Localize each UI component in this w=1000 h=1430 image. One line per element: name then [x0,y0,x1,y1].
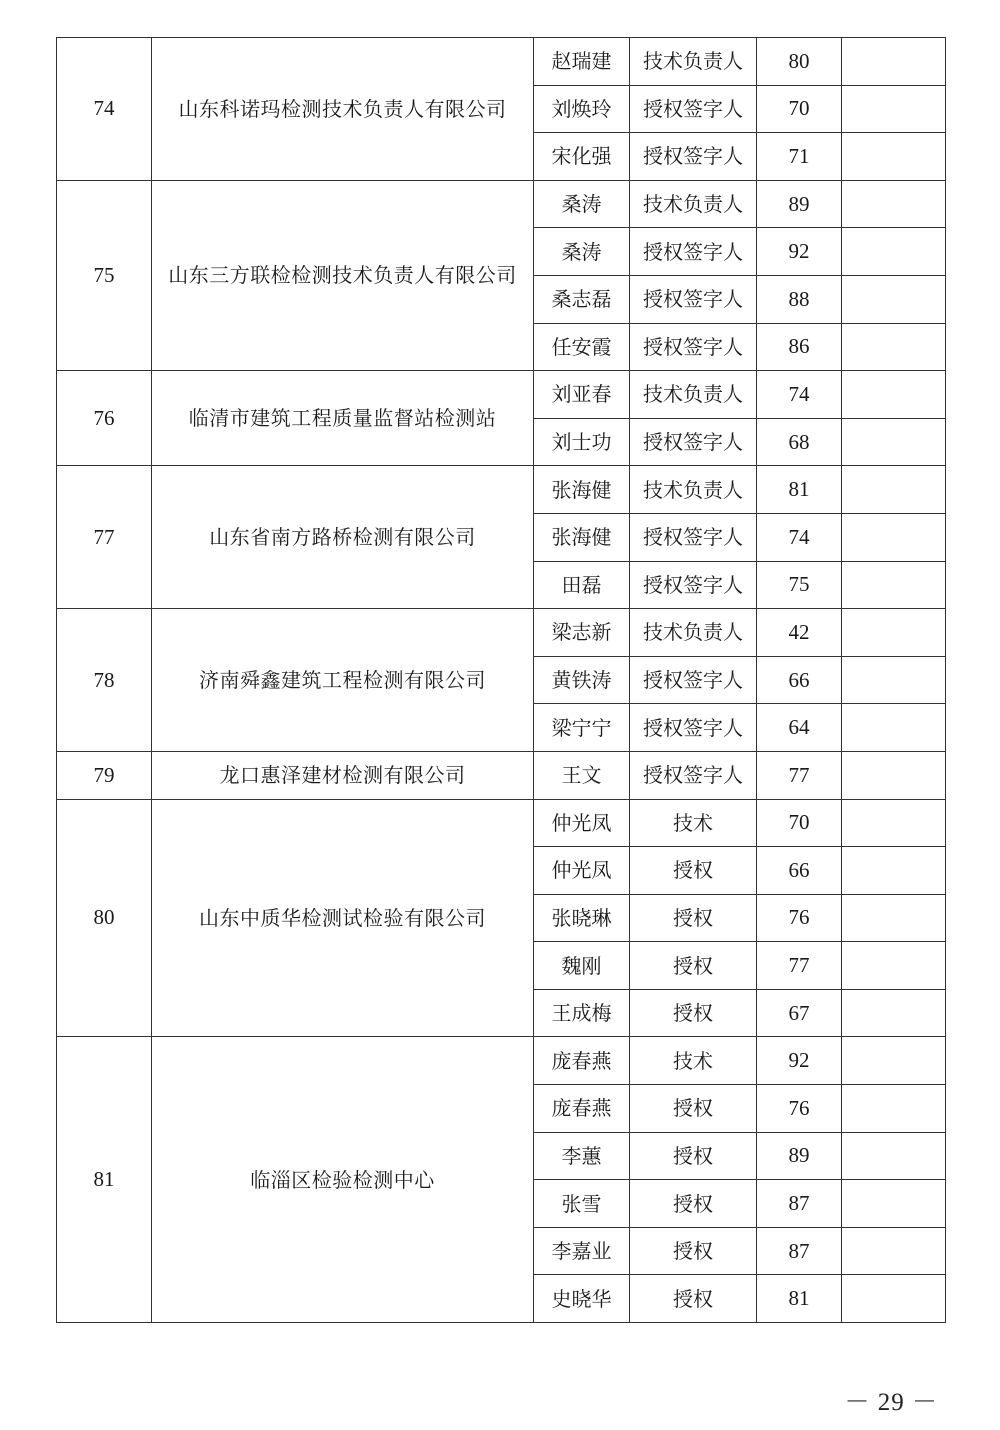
row-index: 81 [57,1037,152,1323]
person-role: 授权 [630,1275,757,1323]
person-role: 授权 [630,1132,757,1180]
person-role: 授权 [630,989,757,1037]
person-role: 授权签字人 [630,561,757,609]
table-row [57,751,946,799]
person-role: 授权签字人 [630,228,757,276]
score: 76 [757,1085,842,1133]
remarks-cell [842,180,946,228]
person-role: 授权签字人 [630,275,757,323]
person-name: 桑志磊 [534,275,630,323]
score: 67 [757,989,842,1037]
score: 75 [757,561,842,609]
remarks-cell [842,418,946,466]
score: 74 [757,513,842,561]
row-index: 77 [57,466,152,609]
person-name: 田磊 [534,561,630,609]
remarks-cell [842,1132,946,1180]
row-index: 79 [57,751,152,799]
person-name: 李蕙 [534,1132,630,1180]
score: 92 [757,228,842,276]
person-name: 桑涛 [534,228,630,276]
person-role: 授权 [630,942,757,990]
table-row [57,466,946,514]
organization-name: 山东中质华检测试检验有限公司 [152,799,534,1037]
row-index: 78 [57,609,152,752]
score: 86 [757,323,842,371]
person-role: 技术负责人 [630,466,757,514]
person-name: 张雪 [534,1180,630,1228]
person-name: 张海健 [534,466,630,514]
person-role: 授权 [630,894,757,942]
score: 87 [757,1227,842,1275]
person-name: 黄铁涛 [534,656,630,704]
score: 89 [757,180,842,228]
table-body [57,38,946,1323]
organization-name: 龙口惠泽建材检测有限公司 [152,751,534,799]
row-index: 80 [57,799,152,1037]
person-name: 梁宁宁 [534,704,630,752]
score: 66 [757,847,842,895]
table-row [57,38,946,86]
remarks-cell [842,894,946,942]
person-role: 授权签字人 [630,133,757,181]
table-row [57,371,946,419]
person-role: 授权 [630,1180,757,1228]
organization-name: 济南舜鑫建筑工程检测有限公司 [152,609,534,752]
remarks-cell [842,1275,946,1323]
remarks-cell [842,466,946,514]
person-role: 授权 [630,1227,757,1275]
person-name: 庞春燕 [534,1037,630,1085]
remarks-cell [842,228,946,276]
person-role: 授权 [630,1085,757,1133]
person-role: 授权签字人 [630,656,757,704]
table-row [57,799,946,847]
person-role: 技术负责人 [630,180,757,228]
person-name: 赵瑞建 [534,38,630,86]
page-number: － 29 － [844,1389,938,1416]
remarks-cell [842,799,946,847]
score: 77 [757,751,842,799]
person-role: 授权签字人 [630,513,757,561]
row-index: 74 [57,38,152,181]
person-name: 任安霞 [534,323,630,371]
person-name: 仲光凤 [534,847,630,895]
remarks-cell [842,323,946,371]
remarks-cell [842,704,946,752]
person-role: 授权签字人 [630,751,757,799]
person-name: 王成梅 [534,989,630,1037]
remarks-cell [842,1037,946,1085]
person-role: 技术负责人 [630,371,757,419]
person-role: 技术 [630,1037,757,1085]
person-name: 刘焕玲 [534,85,630,133]
person-role: 授权签字人 [630,418,757,466]
organization-name: 山东三方联检检测技术负责人有限公司 [152,180,534,370]
qualification-table [56,37,946,1323]
organization-name: 山东科诺玛检测技术负责人有限公司 [152,38,534,181]
person-name: 庞春燕 [534,1085,630,1133]
remarks-cell [842,85,946,133]
table-row [57,180,946,228]
score: 71 [757,133,842,181]
score: 81 [757,1275,842,1323]
remarks-cell [842,513,946,561]
organization-name: 临淄区检验检测中心 [152,1037,534,1323]
score: 68 [757,418,842,466]
score: 88 [757,275,842,323]
score: 66 [757,656,842,704]
person-name: 桑涛 [534,180,630,228]
table-row [57,1037,946,1085]
remarks-cell [842,561,946,609]
remarks-cell [842,751,946,799]
person-name: 宋化强 [534,133,630,181]
remarks-cell [842,371,946,419]
person-role: 技术 [630,799,757,847]
score: 70 [757,85,842,133]
person-name: 刘亚春 [534,371,630,419]
score: 77 [757,942,842,990]
score: 89 [757,1132,842,1180]
row-index: 75 [57,180,152,370]
table-row [57,609,946,657]
person-role: 授权 [630,847,757,895]
person-name: 梁志新 [534,609,630,657]
remarks-cell [842,275,946,323]
person-role: 授权签字人 [630,704,757,752]
person-name: 魏刚 [534,942,630,990]
person-name: 王文 [534,751,630,799]
remarks-cell [842,942,946,990]
person-name: 史晓华 [534,1275,630,1323]
score: 92 [757,1037,842,1085]
remarks-cell [842,38,946,86]
person-name: 仲光凤 [534,799,630,847]
person-role: 授权签字人 [630,85,757,133]
remarks-cell [842,609,946,657]
score: 74 [757,371,842,419]
score: 76 [757,894,842,942]
person-name: 张海健 [534,513,630,561]
person-name: 刘士功 [534,418,630,466]
remarks-cell [842,989,946,1037]
score: 81 [757,466,842,514]
remarks-cell [842,847,946,895]
organization-name: 山东省南方路桥检测有限公司 [152,466,534,609]
person-role: 技术负责人 [630,609,757,657]
remarks-cell [842,1180,946,1228]
row-index: 76 [57,371,152,466]
remarks-cell [842,1227,946,1275]
person-name: 李嘉业 [534,1227,630,1275]
score: 87 [757,1180,842,1228]
score: 42 [757,609,842,657]
remarks-cell [842,133,946,181]
person-role: 授权签字人 [630,323,757,371]
person-role: 技术负责人 [630,38,757,86]
remarks-cell [842,1085,946,1133]
score: 80 [757,38,842,86]
score: 70 [757,799,842,847]
organization-name: 临清市建筑工程质量监督站检测站 [152,371,534,466]
remarks-cell [842,656,946,704]
score: 64 [757,704,842,752]
person-name: 张晓琳 [534,894,630,942]
